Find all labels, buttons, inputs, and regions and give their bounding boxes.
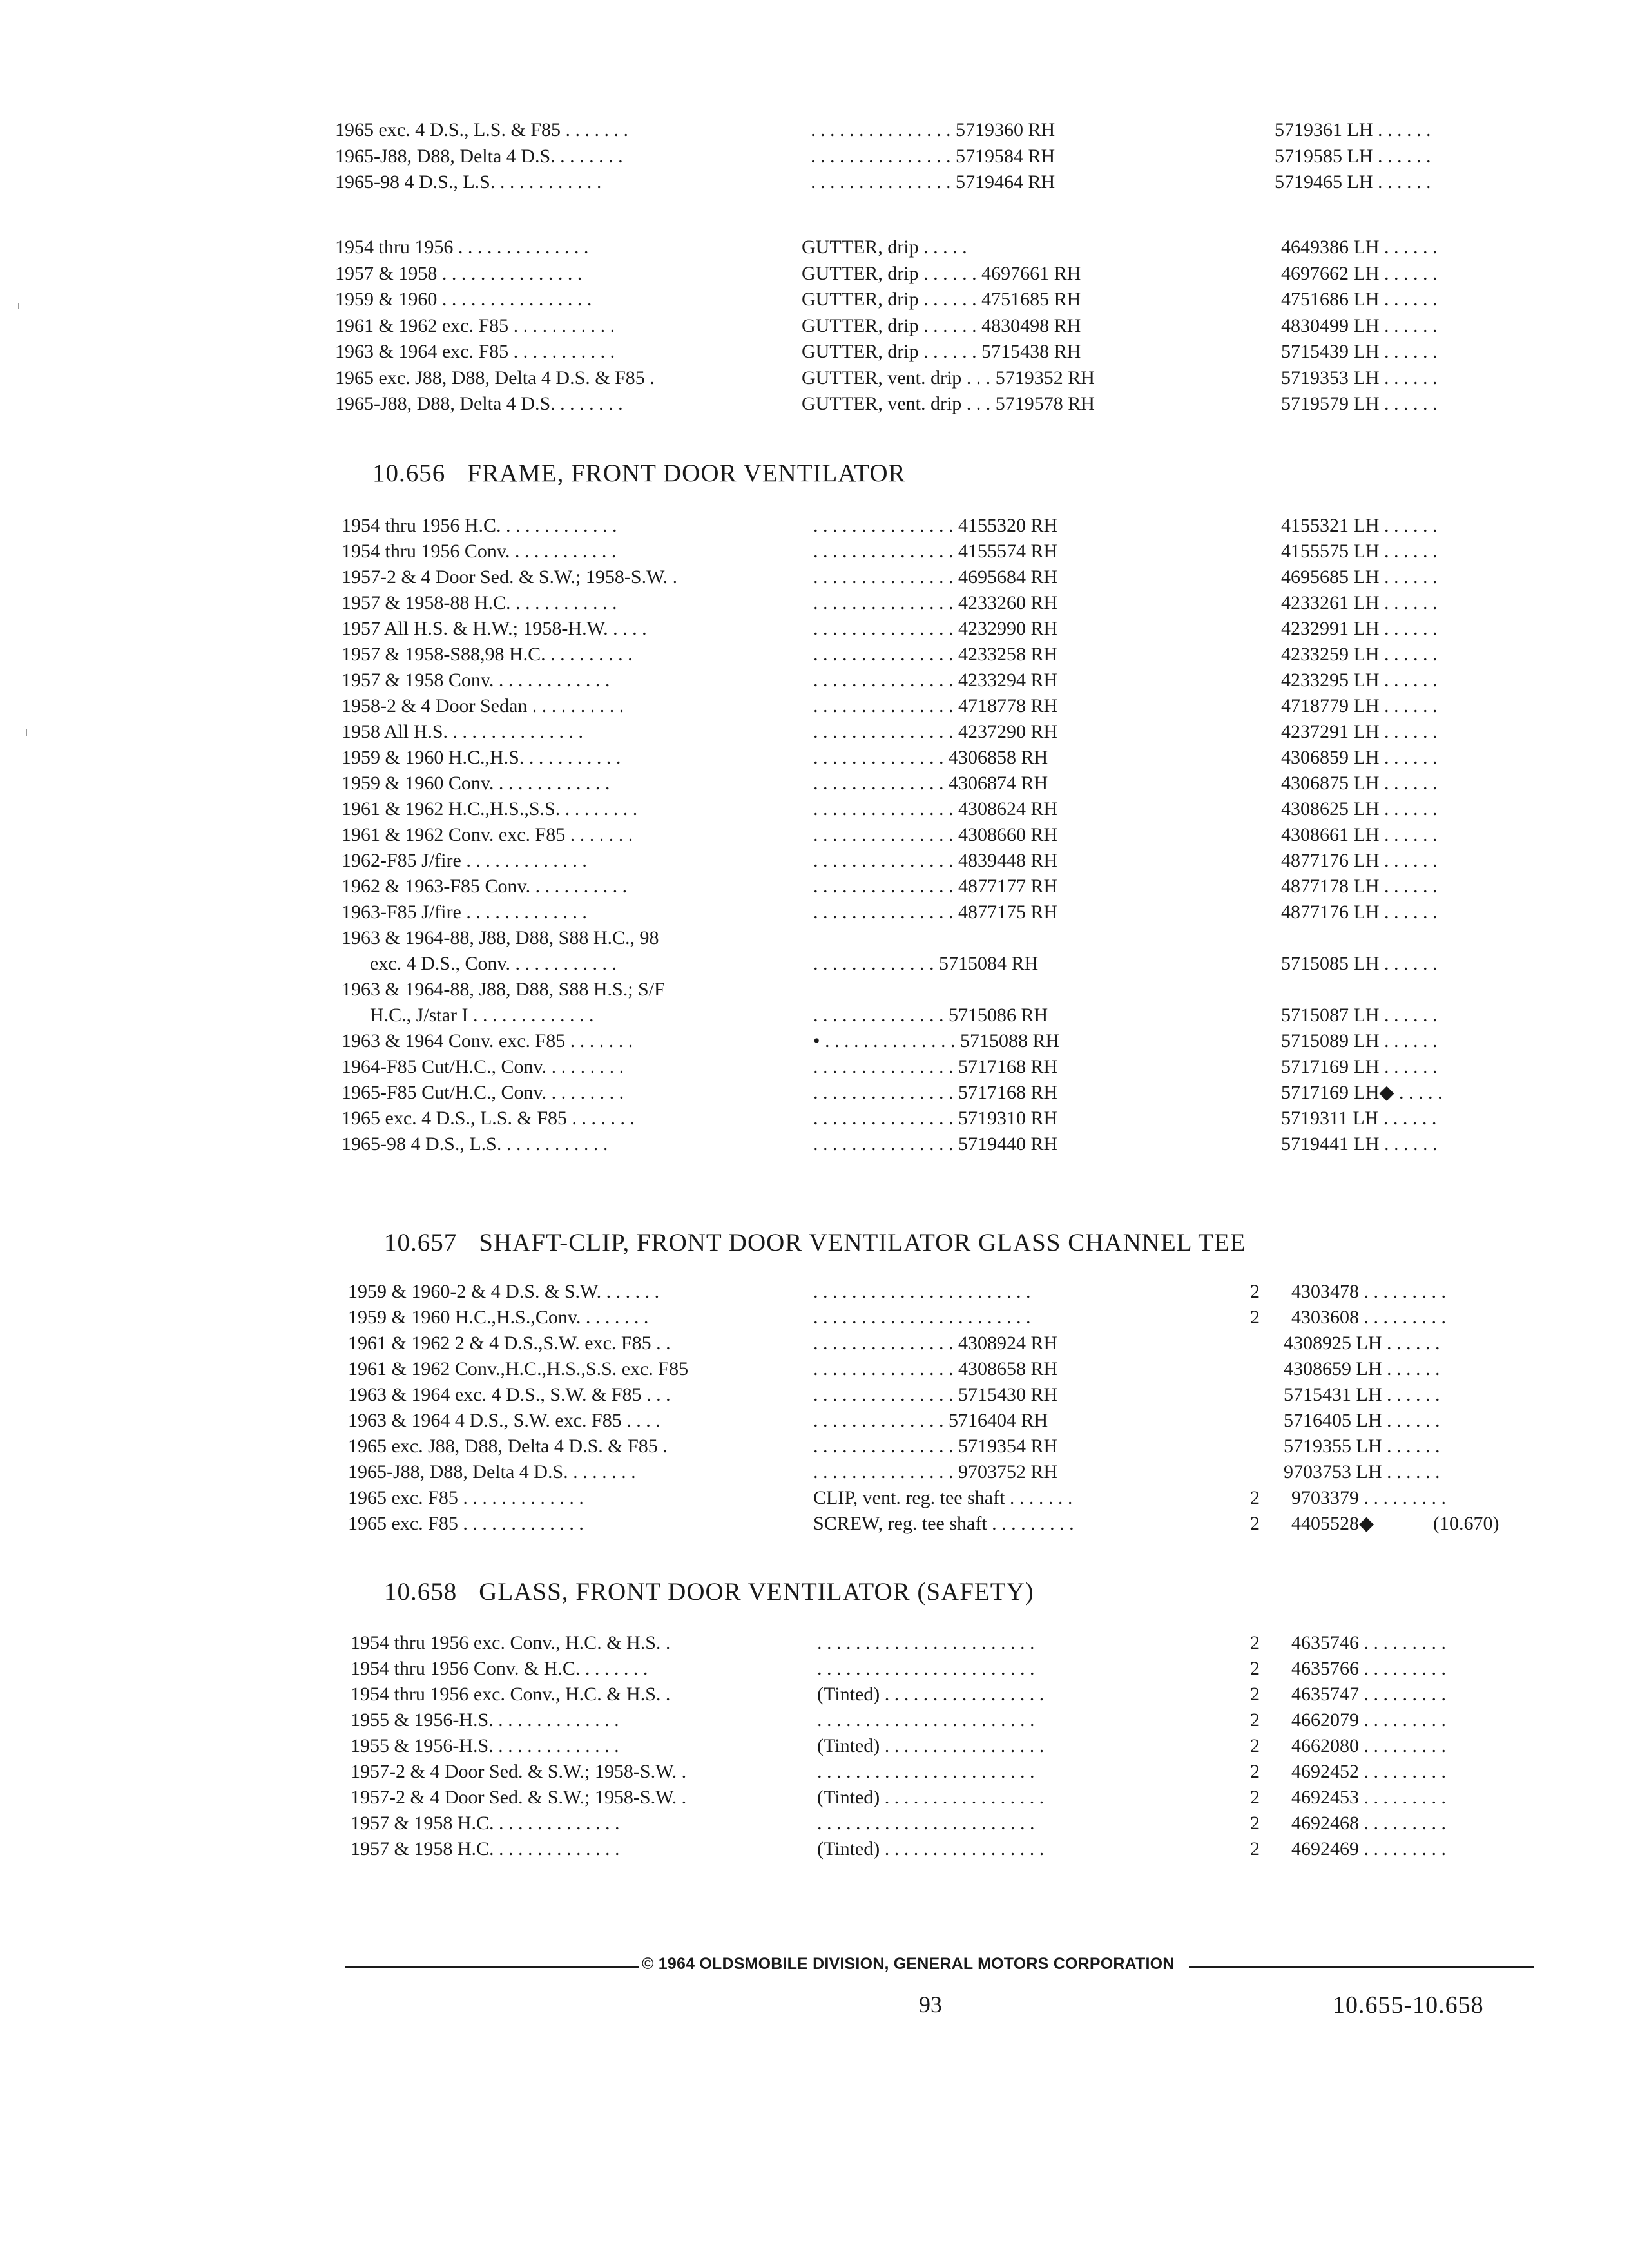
table-row [0,1682,1629,1707]
row-application: 1963 & 1964 Conv. exc. F85 . . . . . . . [342,1030,633,1052]
table-row [0,169,1629,196]
table-row [0,642,1629,668]
row-quantity: 2 [1250,1658,1260,1679]
row-part-detail: . . . . . . . . . . . . . . . 9703752 RH [813,1461,1058,1483]
row-part-detail: . . . . . . . . . . . . . . . 5715430 RH [813,1384,1058,1405]
scan-mark [26,729,27,736]
row-application: 1958 All H.S. . . . . . . . . . . . . . . [342,721,584,742]
table-row [0,1707,1629,1733]
row-quantity: 2 [1250,1513,1260,1534]
table-row [0,1811,1629,1836]
row-part-number: 4237291 LH . . . . . . [1281,721,1438,742]
row-part-number: 4303478 . . . . . . . . . [1291,1281,1446,1302]
row-application: 1955 & 1956-H.S. . . . . . . . . . . . . . [351,1735,619,1756]
row-part-number: 4405528◆ [1291,1513,1374,1534]
row-application: 1957 & 1958 H.C. . . . . . . . . . . . . . [351,1838,620,1860]
table-row [0,1408,1629,1434]
row-part-detail: . . . . . . . . . . . . . . . 4237290 RH [813,721,1058,742]
row-part-detail: . . . . . . . . . . . . . . . . . . . . . . . [813,1307,1031,1328]
row-application: exc. 4 D.S., Conv. . . . . . . . . . . . [370,953,617,974]
row-application: 1954 thru 1956 exc. Conv., H.C. & H.S. . [351,1684,671,1705]
row-application: 1961 & 1962 2 & 4 D.S.,S.W. exc. F85 . . [348,1332,671,1354]
row-application: 1963 & 1964-88, J88, D88, S88 H.C., 98 [342,927,659,948]
row-part-number: 4308659 LH . . . . . . [1284,1358,1440,1379]
row-part-detail: . . . . . . . . . . . . . . . . . . . . . . . [817,1632,1035,1653]
row-part-detail: . . . . . . . . . . . . . . . 4308660 RH [813,824,1058,845]
row-part-number: 4649386 LH . . . . . . [1281,236,1438,258]
row-part-detail: . . . . . . . . . . . . . . . 5717168 RH [813,1082,1058,1103]
row-application: 1957 All H.S. & H.W.; 1958-H.W. . . . . [342,618,647,639]
row-part-detail: GUTTER, drip . . . . . . 4697661 RH [802,262,1081,284]
row-part-number: 4233261 LH . . . . . . [1281,592,1438,613]
row-part-number: 4751686 LH . . . . . . [1281,289,1438,310]
row-part-detail: . . . . . . . . . . . . . . . 5719310 RH [813,1108,1058,1129]
table-row [0,1785,1629,1811]
row-part-detail: . . . . . . . . . . . . . . 4306874 RH [813,773,1048,794]
footer-rule-left [345,1966,639,1968]
row-part-detail: GUTTER, vent. drip . . . 5719352 RH [802,367,1095,389]
row-application: 1959 & 1960 H.C.,H.S.,Conv. . . . . . . . [348,1307,649,1328]
row-application: 1963 & 1964 exc. F85 . . . . . . . . . . . [335,341,615,362]
row-quantity: 2 [1250,1787,1260,1808]
row-part-detail: . . . . . . . . . . . . . . 5715086 RH [813,1004,1048,1026]
row-application: 1957-2 & 4 Door Sed. & S.W.; 1958-S.W. . [351,1787,687,1808]
row-part-detail: . . . . . . . . . . . . . . 5716404 RH [813,1410,1048,1431]
row-quantity: 2 [1250,1632,1260,1653]
table-row [0,874,1629,899]
table-row [0,1434,1629,1459]
row-part-detail: . . . . . . . . . . . . . . . 4308658 RH [813,1358,1058,1379]
row-application: 1963 & 1964 exc. 4 D.S., S.W. & F85 . . . [348,1384,671,1405]
row-part-number: 4308625 LH . . . . . . [1281,798,1438,820]
row-application: 1965 exc. J88, D88, Delta 4 D.S. & F85 . [348,1436,668,1457]
row-part-number: 4635766 . . . . . . . . . [1291,1658,1446,1679]
row-part-detail: . . . . . . . . . . . . . . . 5717168 RH [813,1056,1058,1077]
row-part-number: 4635746 . . . . . . . . . [1291,1632,1446,1653]
table-row [0,1382,1629,1408]
row-part-number: 4635747 . . . . . . . . . [1291,1684,1446,1705]
continuation-rows [0,117,1629,196]
page-number: 93 [919,1992,942,2017]
table-row [0,899,1629,925]
table-row [0,564,1629,590]
row-part-detail: . . . . . . . . . . . . . . . 4877175 RH [813,901,1058,923]
table-row [0,235,1629,261]
row-part-detail: SCREW, reg. tee shaft . . . . . . . . . [813,1513,1074,1534]
row-part-detail: . . . . . . . . . . . . . . . . . . . . . . . [813,1281,1031,1302]
row-part-detail: . . . . . . . . . . . . . . . . . . . . . . . [817,1812,1035,1834]
table-row [0,339,1629,365]
row-quantity: 2 [1250,1761,1260,1782]
row-part-number: 4155575 LH . . . . . . [1281,541,1438,562]
row-quantity: 2 [1250,1838,1260,1860]
table-row [0,668,1629,693]
row-quantity: 2 [1250,1281,1260,1302]
row-application: 1965 exc. 4 D.S., L.S. & F85 . . . . . . . [335,119,629,140]
row-part-detail: . . . . . . . . . . . . . . . . . . . . . . . [817,1658,1035,1679]
row-application: 1965 exc. F85 . . . . . . . . . . . . . [348,1513,584,1534]
row-application: 1959 & 1960 H.C.,H.S. . . . . . . . . . . [342,747,621,768]
row-quantity: 2 [1250,1735,1260,1756]
row-part-detail: . . . . . . . . . . . . . . . 4233294 RH [813,669,1058,691]
table-row [0,261,1629,287]
row-application: 1964-F85 Cut/H.C., Conv. . . . . . . . . [342,1056,624,1077]
table-row [0,616,1629,642]
row-part-detail: . . . . . . . . . . . . . . 4306858 RH [813,747,1048,768]
row-part-number: 4877176 LH . . . . . . [1281,850,1438,871]
table-row [0,771,1629,796]
scan-mark [18,303,19,309]
row-part-number: 5719361 LH . . . . . . [1275,119,1431,140]
table-row [0,1003,1629,1028]
row-application: 1963 & 1964 4 D.S., S.W. exc. F85 . . . . [348,1410,660,1431]
footer-copyright: © 1964 OLDSMOBILE DIVISION, GENERAL MOTORS CORPORATION [642,1955,1175,1973]
row-part-number: 4877178 LH . . . . . . [1281,876,1438,897]
table-row [0,144,1629,170]
row-part-number: 5719311 LH . . . . . . [1281,1108,1437,1129]
row-part-number: 4692468 . . . . . . . . . [1291,1812,1446,1834]
row-part-number: 4303608 . . . . . . . . . [1291,1307,1446,1328]
row-application: 1962-F85 J/fire . . . . . . . . . . . . . [342,850,587,871]
table-row [0,1630,1629,1656]
row-part-number: 4308925 LH . . . . . . [1284,1332,1440,1354]
table-row [0,1331,1629,1356]
row-application: 1965 exc. 4 D.S., L.S. & F85 . . . . . . . [342,1108,635,1129]
table-row [0,365,1629,392]
row-part-number: 5715431 LH . . . . . . [1284,1384,1440,1405]
row-application: 1954 thru 1956 H.C. . . . . . . . . . . . . [342,515,617,536]
row-quantity: 2 [1250,1812,1260,1834]
row-application: H.C., J/star I . . . . . . . . . . . . . [370,1004,594,1026]
row-part-number: 4692452 . . . . . . . . . [1291,1761,1446,1782]
row-part-detail: GUTTER, drip . . . . . . 4830498 RH [802,314,1081,336]
row-quantity: 2 [1250,1487,1260,1508]
row-part-detail: (Tinted) . . . . . . . . . . . . . . . . . [817,1838,1045,1860]
row-application: 1965-J88, D88, Delta 4 D.S. . . . . . . . [335,393,623,414]
row-part-detail: GUTTER, drip . . . . . . 4751685 RH [802,289,1081,310]
row-application: 1965 exc. J88, D88, Delta 4 D.S. & F85 . [335,367,655,389]
row-application: 1961 & 1962 Conv. exc. F85 . . . . . . . [342,824,633,845]
row-part-detail: . . . . . . . . . . . . . . . 5719354 RH [813,1436,1058,1457]
row-part-number: 4232991 LH . . . . . . [1281,618,1438,639]
footer-rule-right [1189,1966,1534,1968]
table-row [0,848,1629,874]
row-application: 1954 thru 1956 Conv. . . . . . . . . . . . [342,541,617,562]
section-10-656-rows [0,513,1629,1157]
section-range: 10.655-10.658 [1333,1992,1484,2019]
row-part-number: 4155321 LH . . . . . . [1281,515,1438,536]
section-title-10-656: 10.656 FRAME, FRONT DOOR VENTILATOR [372,459,906,487]
row-application: 1962 & 1963-F85 Conv. . . . . . . . . . . [342,876,628,897]
row-part-number: 4306875 LH . . . . . . [1281,773,1438,794]
row-part-number: 5719585 LH . . . . . . [1275,145,1431,167]
row-application: 1965-F85 Cut/H.C., Conv. . . . . . . . . [342,1082,624,1103]
table-row [0,117,1629,144]
row-application: 1965-J88, D88, Delta 4 D.S. . . . . . . . [348,1461,636,1483]
row-part-number: 5715087 LH . . . . . . [1281,1004,1438,1026]
row-application: 1957-2 & 4 Door Sed. & S.W.; 1958-S.W. . [342,566,678,588]
row-part-number: 5719579 LH . . . . . . [1281,393,1438,414]
row-part-number: 5719465 LH . . . . . . [1275,171,1431,193]
row-part-number: 5717169 LH . . . . . . [1281,1056,1438,1077]
table-row [0,1511,1629,1537]
row-part-number: 5716405 LH . . . . . . [1284,1410,1440,1431]
table-row [0,1305,1629,1331]
row-application: 1958-2 & 4 Door Sedan . . . . . . . . . . [342,695,624,716]
row-application: 1961 & 1962 H.C.,H.S.,S.S. . . . . . . . . [342,798,638,820]
row-part-detail: . . . . . . . . . . . . . . . 5719584 RH [811,145,1055,167]
row-application: 1959 & 1960-2 & 4 D.S. & S.W. . . . . . . [348,1281,660,1302]
row-part-detail: . . . . . . . . . . . . . . . . . . . . . . . [817,1761,1035,1782]
table-row [0,1836,1629,1862]
row-part-detail: . . . . . . . . . . . . . . . 4233260 RH [813,592,1058,613]
row-part-number: 5715089 LH . . . . . . [1281,1030,1438,1052]
row-part-detail: . . . . . . . . . . . . . . . 4155574 RH [813,541,1058,562]
row-application: 1957 & 1958 . . . . . . . . . . . . . . . [335,262,583,284]
row-application: 1965-J88, D88, Delta 4 D.S. . . . . . . . [335,145,623,167]
row-application: 1959 & 1960 . . . . . . . . . . . . . . . . [335,289,592,310]
row-part-number: 4233259 LH . . . . . . [1281,644,1438,665]
row-application: 1957-2 & 4 Door Sed. & S.W.; 1958-S.W. . [351,1761,687,1782]
row-part-detail: . . . . . . . . . . . . . . . 4839448 RH [813,850,1058,871]
section-10-658-rows [0,1630,1629,1862]
table-row [0,513,1629,539]
table-row [0,1106,1629,1131]
table-row [0,1656,1629,1682]
gutter-drip-rows [0,235,1629,418]
row-part-number: 9703379 . . . . . . . . . [1291,1487,1446,1508]
row-part-detail: (Tinted) . . . . . . . . . . . . . . . . . [817,1735,1045,1756]
table-row [0,313,1629,340]
row-application: 1963-F85 J/fire . . . . . . . . . . . . . [342,901,587,923]
table-row [0,590,1629,616]
table-row [0,1485,1629,1511]
table-row [0,1356,1629,1382]
row-part-number: 4692453 . . . . . . . . . [1291,1787,1446,1808]
row-part-number: 5719355 LH . . . . . . [1284,1436,1440,1457]
row-application: 1965-98 4 D.S., L.S. . . . . . . . . . . . [335,171,602,193]
row-part-detail: (Tinted) . . . . . . . . . . . . . . . . . [817,1684,1045,1705]
table-row [0,1054,1629,1080]
row-part-number: 4692469 . . . . . . . . . [1291,1838,1446,1860]
row-part-detail: . . . . . . . . . . . . . . . 4233258 RH [813,644,1058,665]
row-application: 1954 thru 1956 Conv. & H.C. . . . . . . . [351,1658,648,1679]
table-row [0,1459,1629,1485]
row-part-detail: GUTTER, drip . . . . . . 5715438 RH [802,341,1081,362]
row-part-number: 4877176 LH . . . . . . [1281,901,1438,923]
row-application: 1957 & 1958 H.C. . . . . . . . . . . . . . [351,1812,620,1834]
row-part-detail: . . . . . . . . . . . . . . . . . . . . . . . [817,1709,1035,1731]
row-part-number: 5719353 LH . . . . . . [1281,367,1438,389]
row-part-number: 4662080 . . . . . . . . . [1291,1735,1446,1756]
row-application: 1961 & 1962 exc. F85 . . . . . . . . . . . [335,314,615,336]
row-part-detail: . . . . . . . . . . . . . . . 4155320 RH [813,515,1058,536]
table-row [0,539,1629,564]
section-10-657-rows [0,1279,1629,1537]
table-row [0,796,1629,822]
row-application: 1954 thru 1956 . . . . . . . . . . . . . . [335,236,589,258]
row-part-detail: . . . . . . . . . . . . . . . 5719464 RH [811,171,1055,193]
table-row [0,977,1629,1003]
row-part-number: 5715085 LH . . . . . . [1281,953,1438,974]
table-row [0,719,1629,745]
row-part-detail: . . . . . . . . . . . . . . . 4718778 RH [813,695,1058,716]
row-part-number: 5717169 LH◆ . . . . . [1281,1082,1443,1103]
row-quantity: 2 [1250,1684,1260,1705]
row-application: 1965 exc. F85 . . . . . . . . . . . . . [348,1487,584,1508]
row-part-number: 4233295 LH . . . . . . [1281,669,1438,691]
table-row [0,925,1629,951]
row-part-number: 5719441 LH . . . . . . [1281,1133,1438,1155]
row-application: 1957 & 1958-S88,98 H.C. . . . . . . . . . [342,644,633,665]
row-part-number: 4697662 LH . . . . . . [1281,262,1438,284]
table-row [0,1131,1629,1157]
row-application: 1959 & 1960 Conv. . . . . . . . . . . . . [342,773,610,794]
row-part-detail: • . . . . . . . . . . . . . . 5715088 RH [813,1030,1060,1052]
table-row [0,951,1629,977]
section-title-10-658: 10.658 GLASS, FRONT DOOR VENTILATOR (SAFETY) [384,1578,1034,1606]
section-title-10-657: 10.657 SHAFT-CLIP, FRONT DOOR VENTILATOR GLASS CHANNEL TEE [384,1229,1246,1256]
row-part-detail: . . . . . . . . . . . . . . . 4232990 RH [813,618,1058,639]
table-row [0,822,1629,848]
table-row [0,1080,1629,1106]
row-part-number: 4695685 LH . . . . . . [1281,566,1438,588]
row-quantity: 2 [1250,1709,1260,1731]
row-part-number: 5715439 LH . . . . . . [1281,341,1438,362]
row-part-detail: (Tinted) . . . . . . . . . . . . . . . . . [817,1787,1045,1808]
row-application: 1957 & 1958 Conv. . . . . . . . . . . . . [342,669,610,691]
row-application: 1955 & 1956-H.S. . . . . . . . . . . . . . [351,1709,619,1731]
table-row [0,1279,1629,1305]
table-row [0,391,1629,418]
table-row [0,1028,1629,1054]
table-row [0,693,1629,719]
table-row [0,745,1629,771]
row-quantity: 2 [1250,1307,1260,1328]
row-part-detail: . . . . . . . . . . . . . . . 4308624 RH [813,798,1058,820]
row-part-detail: CLIP, vent. reg. tee shaft . . . . . . . [813,1487,1073,1508]
row-part-detail: . . . . . . . . . . . . . . . 4695684 RH [813,566,1058,588]
row-part-detail: . . . . . . . . . . . . . . . 5719440 RH [813,1133,1058,1155]
row-application: 1963 & 1964-88, J88, D88, S88 H.S.; S/F [342,979,665,1000]
row-part-number: 4308661 LH . . . . . . [1281,824,1438,845]
row-part-detail: . . . . . . . . . . . . . . . 5719360 RH [811,119,1055,140]
row-part-detail: . . . . . . . . . . . . . . . 4308924 RH [813,1332,1058,1354]
row-application: 1957 & 1958-88 H.C. . . . . . . . . . . . [342,592,617,613]
row-application: 1965-98 4 D.S., L.S. . . . . . . . . . . . [342,1133,608,1155]
row-part-detail: . . . . . . . . . . . . . 5715084 RH [813,953,1039,974]
table-row [0,1759,1629,1785]
row-part-detail: GUTTER, vent. drip . . . 5719578 RH [802,393,1095,414]
row-part-number: 4662079 . . . . . . . . . [1291,1709,1446,1731]
table-row [0,1733,1629,1759]
table-row [0,287,1629,313]
row-part-number: 9703753 LH . . . . . . [1284,1461,1440,1483]
row-application: 1961 & 1962 Conv.,H.C.,H.S.,S.S. exc. F85 [348,1358,689,1379]
row-part-number: 4830499 LH . . . . . . [1281,314,1438,336]
row-part-number: 4306859 LH . . . . . . [1281,747,1438,768]
row-part-number: 4718779 LH . . . . . . [1281,695,1438,716]
row-part-detail: GUTTER, drip . . . . . [802,236,967,258]
row-part-detail: . . . . . . . . . . . . . . . 4877177 RH [813,876,1058,897]
row-reference: (10.670) [1433,1513,1499,1534]
row-application: 1954 thru 1956 exc. Conv., H.C. & H.S. . [351,1632,671,1653]
